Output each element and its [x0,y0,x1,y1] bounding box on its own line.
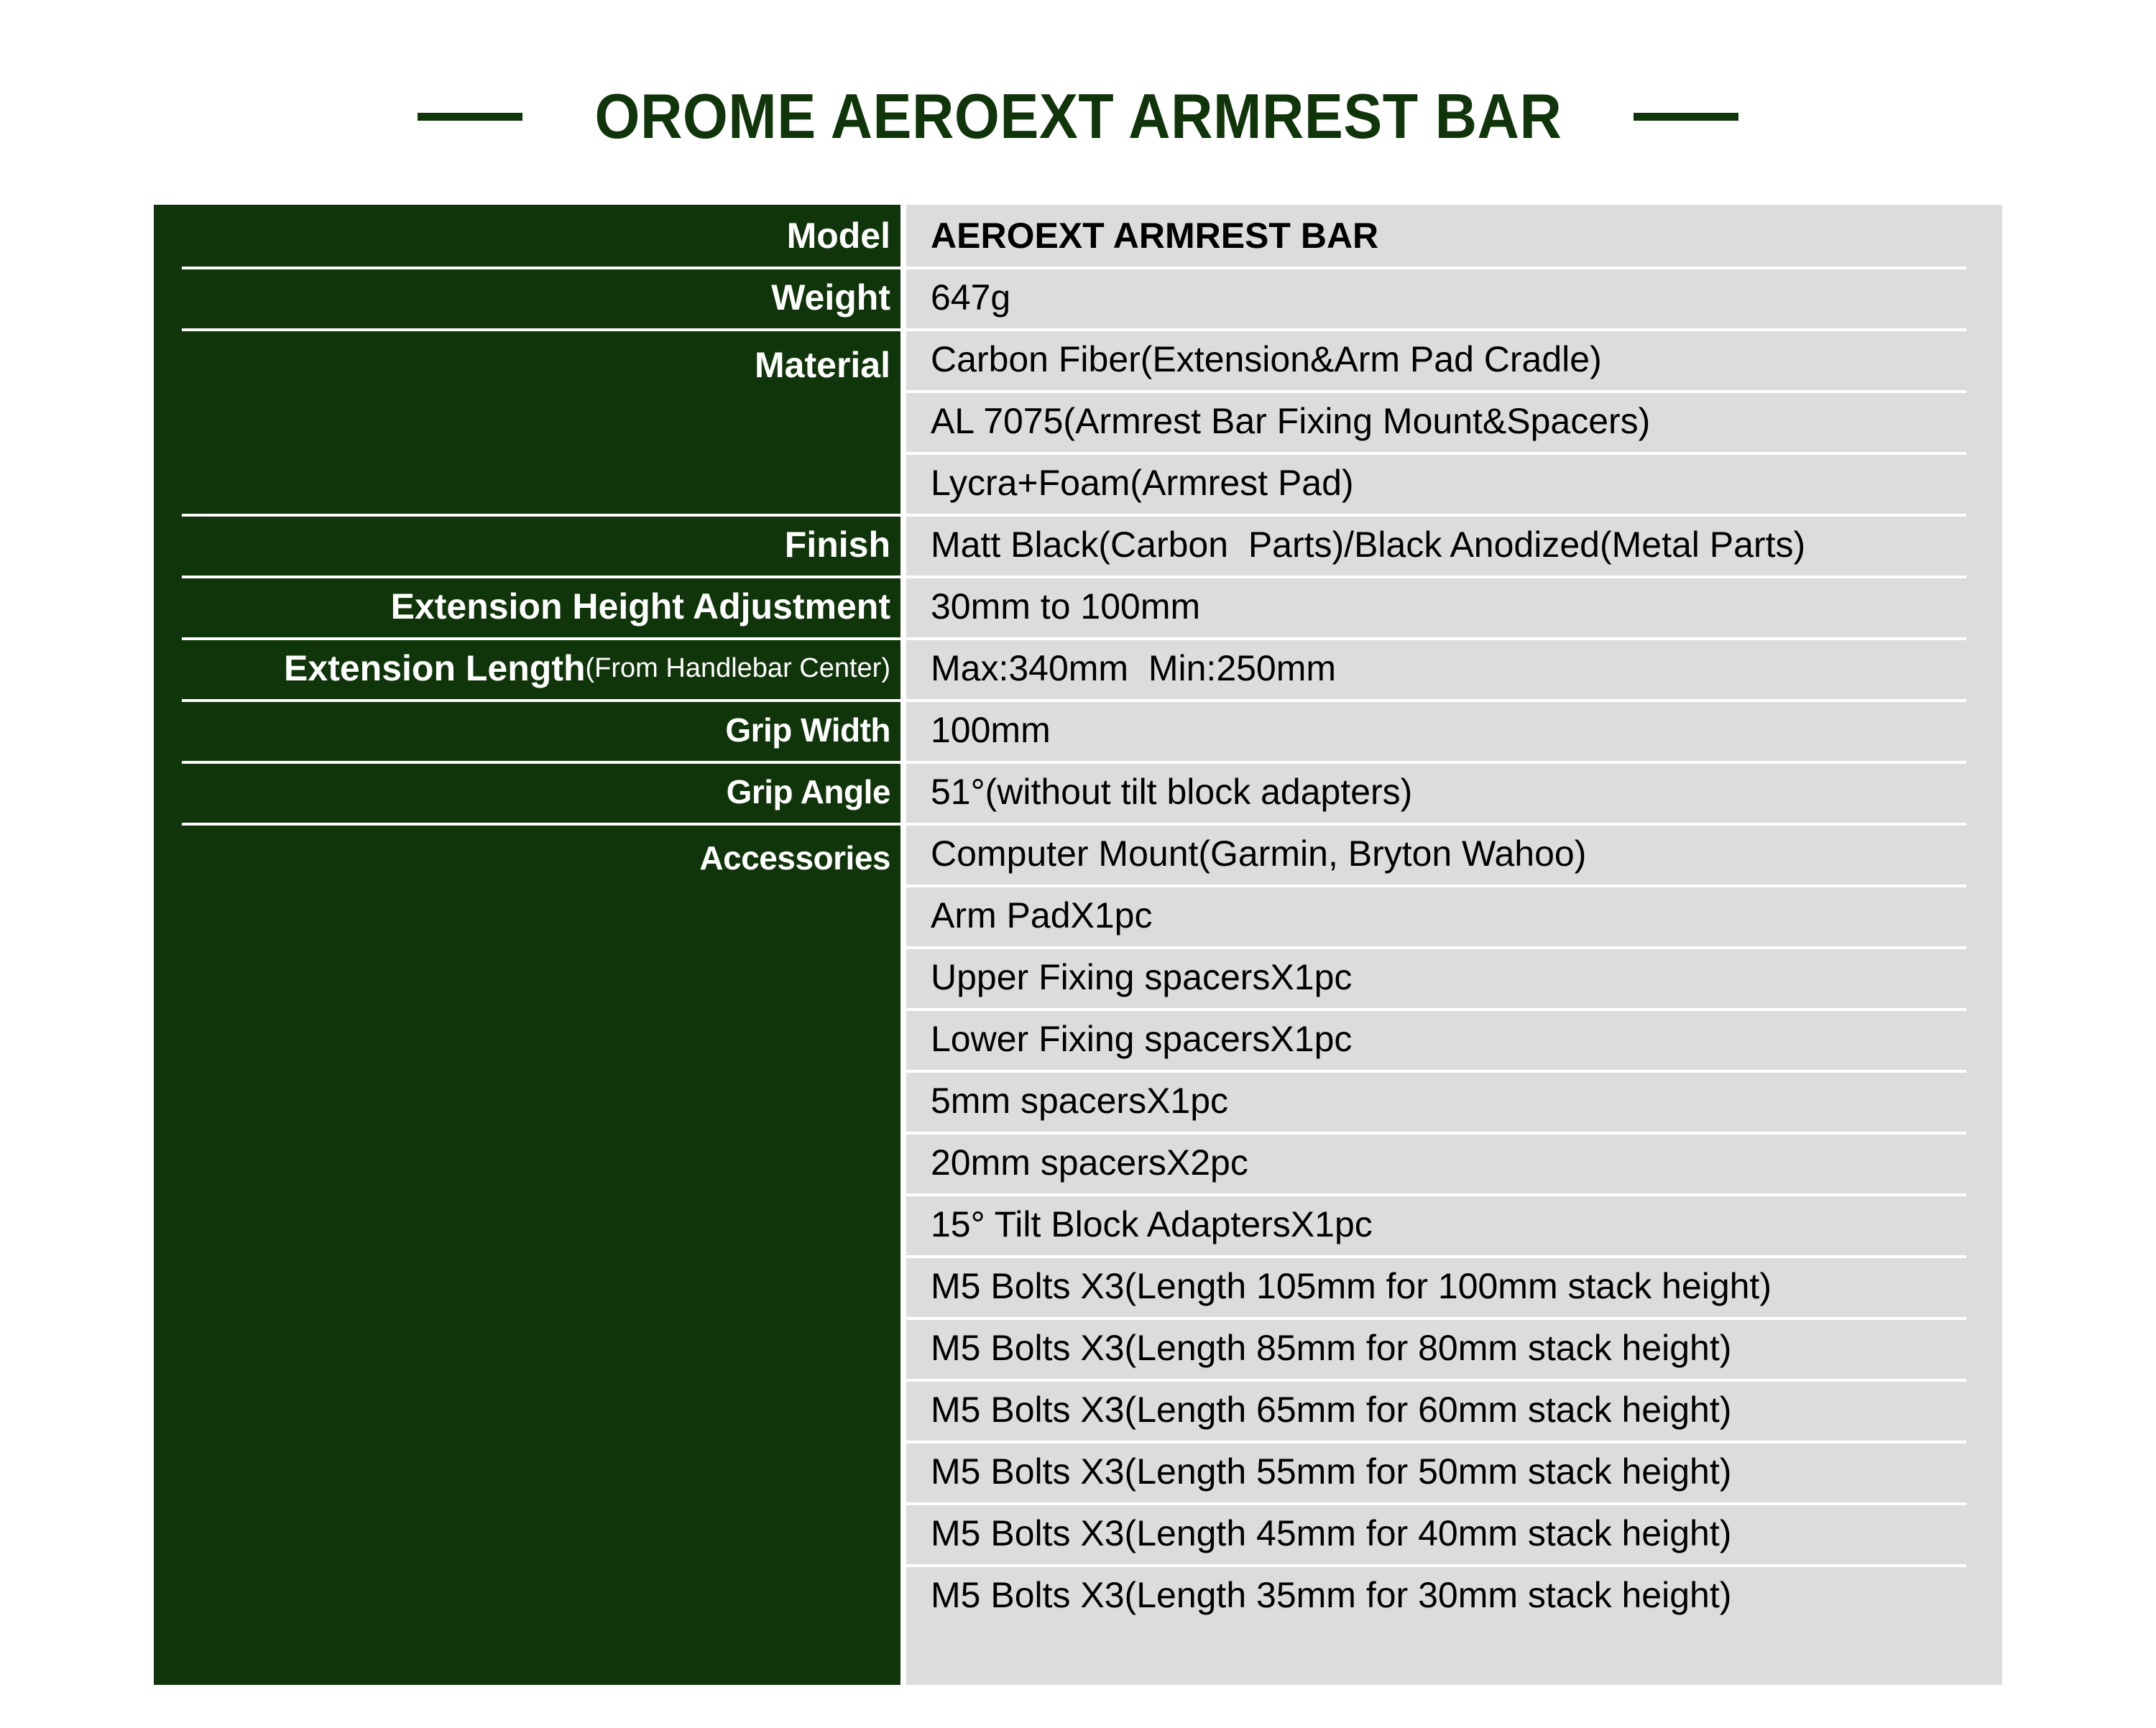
spec-label-subtext: (From Handlebar Center) [585,653,890,683]
spec-value-row [906,1070,2002,1132]
spec-value-row [906,637,2002,699]
spec-label-accessories [154,823,900,1685]
spec-value-text: 30mm to 100mm [931,586,1201,627]
spec-value-text: Matt Black(Carbon Parts)/Black Anodized(Metal Parts) [931,524,1806,565]
spec-value-row [906,267,2002,328]
title-right-dash-icon [1634,113,1738,121]
spec-value-row [906,823,2002,884]
spec-label-text: Material [755,345,890,385]
spec-label-text: Weight [771,277,890,318]
spec-value-text: Arm PadX1pc [931,895,1153,935]
spec-value-row [906,1255,2002,1317]
spec-label-finish [154,514,900,576]
spec-label-model [154,205,900,267]
spec-value-text: M5 Bolts X3(Length 55mm for 50mm stack height) [931,1451,1732,1492]
spec-value-text: 647g [931,277,1011,318]
spec-value-row [906,1008,2002,1070]
spec-value-row [906,1379,2002,1441]
spec-label-text: Finish [784,525,890,565]
spec-value-row [906,576,2002,637]
spec-value-text: AL 7075(Armrest Bar Fixing Mount&Spacers) [931,400,1651,441]
spec-value-row [906,1502,2002,1564]
spec-label-extension-height-adjustment [154,576,900,637]
spec-value-row [906,1564,2002,1626]
spec-value-text: M5 Bolts X3(Length 65mm for 60mm stack height) [931,1389,1732,1430]
column-divider [900,205,906,1685]
spec-value-text: Max:340mm Min:250mm [931,647,1337,688]
spec-value-text: Upper Fixing spacersX1pc [931,956,1353,997]
spec-value-text: 15° Tilt Block AdaptersX1pc [931,1203,1373,1244]
spec-value-row [906,452,2002,514]
value-column-bottom-padding [906,1626,2002,1685]
spec-value-text: M5 Bolts X3(Length 85mm for 80mm stack height) [931,1327,1732,1368]
spec-value-text: Computer Mount(Garmin, Bryton Wahoo) [931,833,1587,874]
spec-value-text: Carbon Fiber(Extension&Arm Pad Cradle) [931,338,1602,379]
spec-label-weight [154,267,900,328]
spec-value-text: M5 Bolts X3(Length 45mm for 40mm stack height) [931,1512,1732,1553]
spec-value-text: 20mm spacersX2pc [931,1142,1248,1183]
spec-value-row [906,1441,2002,1502]
spec-value-column [906,205,2002,1685]
spec-value-text: Lower Fixing spacersX1pc [931,1018,1353,1059]
spec-label-extension-length [154,637,900,699]
spec-value-row [906,390,2002,452]
page-title [0,80,2156,152]
spec-value-text: Lycra+Foam(Armrest Pad) [931,462,1354,503]
spec-label-material [154,328,900,514]
spec-value-row [906,1193,2002,1255]
spec-label-text: Grip Angle [726,773,890,810]
spec-value-row [906,328,2002,390]
spec-value-text: 5mm spacersX1pc [931,1080,1229,1121]
spec-label-text: Grip Width [725,711,890,749]
spec-label-text: Accessories [699,839,890,877]
spec-value-text: M5 Bolts X3(Length 35mm for 30mm stack height) [931,1574,1732,1615]
spec-value-row [906,514,2002,576]
spec-label-text: Extension Height Adjustment [390,586,890,627]
spec-value-text: M5 Bolts X3(Length 105mm for 100mm stack height) [931,1265,1772,1306]
spec-value-row [906,699,2002,761]
spec-label-grip-angle [154,761,900,823]
spec-value-text: 51°(without tilt block adapters) [931,771,1413,812]
spec-value-row [906,1317,2002,1379]
spec-label-column [154,205,900,1685]
spec-value-text: AEROEXT ARMREST BAR [931,215,1379,256]
title-left-dash-icon [418,113,522,121]
spec-value-row [906,761,2002,823]
spec-label-text: Model [786,216,890,256]
spec-label-text: Extension Length [284,648,586,688]
spec-value-text: 100mm [931,709,1051,750]
spec-label-grip-width [154,699,900,761]
specification-table [154,205,2002,1685]
page-title-text: OROME AEROEXT ARMREST BAR [594,80,1562,152]
spec-value-row [906,205,2002,267]
spec-value-row [906,1132,2002,1193]
spec-value-row [906,946,2002,1008]
spec-value-row [906,884,2002,946]
